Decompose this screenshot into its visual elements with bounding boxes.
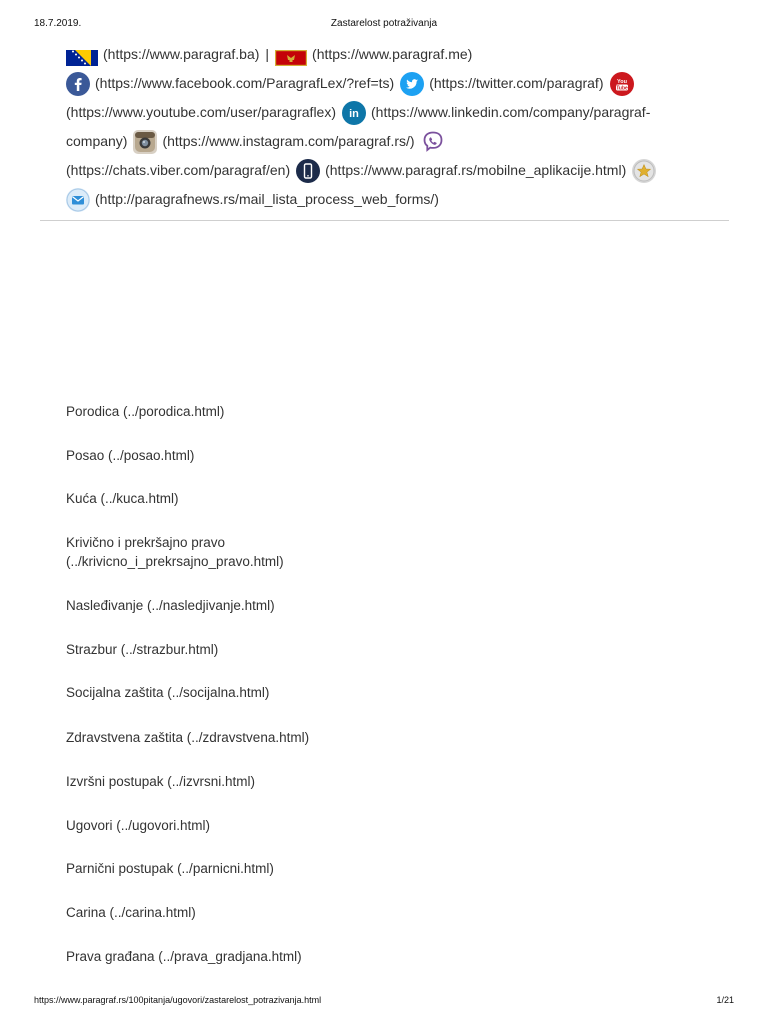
mobile-apps-link[interactable]: (https://www.paragraf.rs/mobilne_aplikacije.html) <box>325 162 627 178</box>
print-title: Zastarelost potraživanja <box>330 18 438 29</box>
twitter-link[interactable]: (https://twitter.com/paragraf) <box>429 75 604 91</box>
social-line-5 <box>66 156 706 185</box>
print-page-number: 1/21 <box>716 995 734 1005</box>
instagram-icon[interactable] <box>133 130 157 154</box>
menu-item-krivicno-link: (../krivicno_i_prekrsajno_pravo.html) <box>66 554 284 569</box>
mobile-app-icon[interactable] <box>296 159 320 183</box>
linkedin-icon[interactable] <box>342 101 366 125</box>
facebook-link[interactable]: (https://www.facebook.com/ParagrafLex/?ref=ts) <box>95 75 395 91</box>
menu-item-ugovori[interactable]: Ugovori (../ugovori.html) <box>66 818 211 833</box>
menu-item-krivicno[interactable] <box>66 533 284 571</box>
menu-item-krivicno-label: Krivično i prekršajno pravo <box>66 535 226 550</box>
social-line-4 <box>66 127 706 156</box>
menu-item-strazbur[interactable]: Strazbur (../strazbur.html) <box>66 642 219 657</box>
section-divider <box>40 220 729 221</box>
linkedin-link-continued[interactable]: company) <box>66 133 128 149</box>
menu-item-prava-gradjana[interactable]: Prava građana (../prava_gradjana.html) <box>66 949 302 964</box>
social-line-3 <box>66 98 706 127</box>
menu-item-nasledjivanje[interactable]: Nasleđivanje (../nasledjivanje.html) <box>66 598 275 613</box>
print-date: 18.7.2019. <box>34 18 82 29</box>
svg-text:You: You <box>616 78 627 85</box>
social-line-2 <box>66 69 706 98</box>
menu-item-zdravstvena[interactable]: Zdravstvena zaštita (../zdravstvena.html) <box>66 730 310 745</box>
bosnia-flag-icon[interactable] <box>66 47 98 63</box>
menu-item-porodica[interactable]: Porodica (../porodica.html) <box>66 404 225 419</box>
newsletter-link[interactable]: (http://paragrafnews.rs/mail_lista_process_web_forms/) <box>95 191 439 207</box>
instagram-link[interactable]: (https://www.instagram.com/paragraf.rs/) <box>162 133 415 149</box>
montenegro-link[interactable]: (https://www.paragraf.me) <box>312 46 473 62</box>
youtube-icon[interactable] <box>610 72 634 96</box>
menu-item-kuca[interactable]: Kuća (../kuca.html) <box>66 491 179 506</box>
mail-icon[interactable] <box>66 188 90 212</box>
link-separator: | <box>265 46 270 62</box>
social-line-6 <box>66 185 706 214</box>
social-links-block <box>66 40 706 214</box>
star-icon[interactable] <box>632 159 656 183</box>
twitter-icon[interactable] <box>400 72 424 96</box>
menu-item-carina[interactable]: Carina (../carina.html) <box>66 905 196 920</box>
youtube-link[interactable]: (https://www.youtube.com/user/paragraflex) <box>66 104 337 120</box>
social-line-1 <box>66 40 706 69</box>
svg-text:in: in <box>349 107 359 120</box>
menu-item-izvrsni[interactable]: Izvršni postupak (../izvrsni.html) <box>66 774 256 789</box>
menu-item-posao[interactable]: Posao (../posao.html) <box>66 448 195 463</box>
menu-item-parnicni[interactable]: Parnični postupak (../parnicni.html) <box>66 861 274 876</box>
print-footer-url: https://www.paragraf.rs/100pitanja/ugovori/zastarelost_potrazivanja.html <box>34 995 322 1005</box>
viber-icon[interactable] <box>421 130 445 154</box>
montenegro-flag-icon[interactable] <box>275 47 307 63</box>
menu-item-socijalna[interactable]: Socijalna zaštita (../socijalna.html) <box>66 685 270 700</box>
linkedin-link[interactable]: (https://www.linkedin.com/company/paragraf- <box>371 104 651 120</box>
bosnia-link[interactable]: (https://www.paragraf.ba) <box>103 46 260 62</box>
svg-text:Tube: Tube <box>615 84 628 91</box>
facebook-icon[interactable] <box>66 72 90 96</box>
viber-link[interactable]: (https://chats.viber.com/paragraf/en) <box>66 162 291 178</box>
